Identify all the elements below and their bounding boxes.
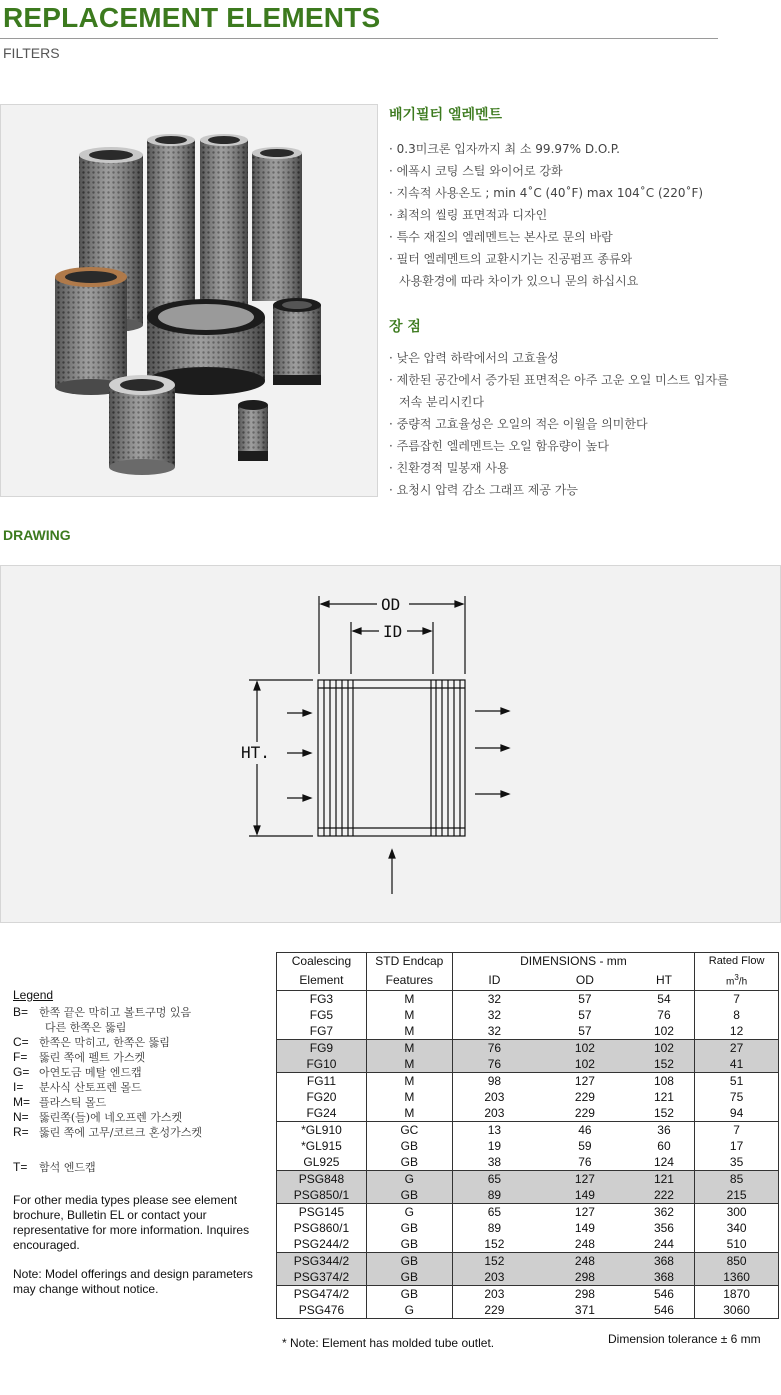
table-cell: 229 — [574, 1105, 595, 1120]
table-row — [277, 1302, 779, 1319]
table-cell: M — [366, 1007, 452, 1023]
col-header-id: ID — [452, 970, 536, 991]
table-cell: 362 — [634, 1203, 695, 1220]
table-cell: FG7 — [277, 1023, 367, 1040]
table-cell: PSG848 — [277, 1170, 367, 1187]
table-cell: FG20 — [277, 1089, 367, 1105]
table-row — [277, 1203, 779, 1220]
table-cell: 32 — [452, 1007, 536, 1023]
advantage-item: · 낮은 압력 하락에서의 고효율성 — [389, 351, 559, 365]
exhaust-filter-features — [389, 138, 703, 292]
ht-label: HT. — [241, 743, 270, 762]
table-cell: 127 — [536, 1072, 634, 1089]
table-cell: 215 — [695, 1187, 779, 1204]
legend-entry: G= 아연도금 메탈 엔드캡 — [13, 1065, 142, 1079]
table-cell: 59 — [578, 1138, 592, 1153]
table-cell: 127 — [536, 1170, 634, 1187]
feature-item-continued: 사용환경에 따라 차이가 있으니 문의 하십시요 — [399, 274, 639, 288]
table-cell: 248 — [536, 1252, 634, 1269]
table-cell: M — [366, 1072, 452, 1089]
table-cell: GC — [366, 1121, 452, 1138]
table-cell: 17 — [695, 1138, 779, 1154]
table-cell: 298 — [536, 1269, 634, 1286]
table-cell: PSG850/1 — [277, 1187, 367, 1204]
table-cell: 41 — [695, 1056, 779, 1073]
table-cell: FG5 — [277, 1007, 367, 1023]
table-cell: 102 — [634, 1023, 695, 1040]
advantage-item: · 요청시 압력 감소 그래프 제공 가능 — [389, 483, 578, 497]
table-row — [277, 1105, 779, 1122]
col-header-element: Coalescing — [277, 953, 367, 970]
col-header-flow-unit: $m^3/h$ — [695, 970, 779, 991]
table-cell: 65 — [452, 1170, 536, 1187]
feature-item: · 필터 엘레멘트의 교환시기는 진공펌프 종류와 — [389, 252, 633, 266]
table-cell: 7 — [695, 1121, 779, 1138]
legend — [13, 988, 273, 1297]
table-cell: 32 — [452, 1023, 536, 1040]
table-row — [277, 1252, 779, 1269]
table-cell: 102 — [536, 1056, 634, 1073]
table-cell: 57 — [536, 990, 634, 1007]
spec-table-body — [277, 990, 779, 1318]
table-row — [277, 1138, 779, 1154]
table-cell: 8 — [695, 1007, 779, 1023]
table-cell: G — [366, 1170, 452, 1187]
advantage-item-continued: 저속 분리시킨다 — [399, 395, 484, 409]
table-cell: 35 — [695, 1154, 779, 1171]
table-cell: 229 — [452, 1302, 536, 1319]
table-row — [277, 1236, 779, 1253]
table-cell: 850 — [695, 1252, 779, 1269]
legend-change-note: Note: Model offerings and design parameters may change without notice. — [13, 1267, 253, 1296]
legend-title: Legend — [13, 988, 54, 1002]
col-header-features-sub: Features — [366, 970, 452, 991]
table-cell: GB — [366, 1154, 452, 1171]
table-cell: 149 — [574, 1220, 595, 1235]
advantage-item: · 친환경적 밀봉재 사용 — [389, 461, 509, 475]
legend-entry: F= 뚫린 쪽에 펠트 가스켓 — [13, 1050, 146, 1064]
table-cell: GL925 — [277, 1154, 367, 1171]
col-header-element-sub: Element — [277, 970, 367, 991]
exhaust-filter-heading: 배기필터 엘레멘트 — [389, 107, 503, 123]
table-cell: 248 — [574, 1236, 595, 1251]
table-cell: 76 — [634, 1007, 695, 1023]
table-cell: 222 — [634, 1187, 695, 1204]
filter-elements-photo — [0, 104, 378, 497]
table-cell: PSG860/1 — [277, 1220, 367, 1236]
table-cell: 152 — [452, 1252, 536, 1269]
table-cell: 510 — [695, 1236, 779, 1253]
element-spec-table — [276, 952, 779, 1319]
table-cell: PSG476 — [277, 1302, 367, 1319]
table-row — [277, 1285, 779, 1302]
table-row — [277, 1007, 779, 1023]
drawing-heading: DRAWING — [3, 527, 71, 543]
table-cell: GB — [366, 1285, 452, 1302]
table-row — [277, 1121, 779, 1138]
table-cell: PSG344/2 — [277, 1252, 367, 1269]
table-cell: PSG474/2 — [277, 1285, 367, 1302]
table-cell: 7 — [695, 990, 779, 1007]
table-cell: FG11 — [277, 1072, 367, 1089]
table-cell: M — [366, 1039, 452, 1056]
legend-entry: I= 분사식 산토프렌 몰드 — [13, 1080, 142, 1094]
table-cell: 203 — [452, 1105, 536, 1122]
col-header-dimensions: DIMENSIONS - mm — [452, 953, 694, 970]
table-cell: 27 — [695, 1039, 779, 1056]
table-cell: 152 — [452, 1236, 536, 1253]
table-row — [277, 1039, 779, 1056]
od-label: OD — [381, 595, 401, 614]
table-cell: *GL910 — [277, 1121, 367, 1138]
advantages-list — [389, 347, 729, 501]
footnote: * Note: Element has molded tube outlet. — [282, 1336, 495, 1350]
id-label: ID — [383, 622, 403, 641]
table-cell: GB — [366, 1220, 452, 1236]
table-cell: 203 — [452, 1285, 536, 1302]
legend-media-note: For other media types please see element brochure, Bulletin EL or contact your representative for more information. Inquires encouraged. — [13, 1193, 250, 1252]
table-cell: 108 — [634, 1072, 695, 1089]
table-cell: GB — [366, 1252, 452, 1269]
table-cell: 85 — [695, 1170, 779, 1187]
table-cell: 13 — [452, 1121, 536, 1138]
table-cell: PSG244/2 — [277, 1236, 367, 1253]
table-cell: FG24 — [277, 1105, 367, 1122]
advantages-heading: 장 점 — [389, 319, 421, 335]
table-cell: GB — [366, 1187, 452, 1204]
table-row — [277, 1023, 779, 1040]
table-cell: FG3 — [277, 990, 367, 1007]
table-cell: 1360 — [695, 1269, 779, 1286]
table-row — [277, 1089, 779, 1105]
col-header-rated-flow: Rated Flow — [695, 953, 779, 970]
advantage-item: · 제한된 공간에서 증가된 표면적은 아주 고운 오일 미스트 입자를 — [389, 373, 729, 387]
advantage-item: · 주름잡힌 엘레멘트는 오일 함유량이 높다 — [389, 439, 609, 453]
table-cell: 76 — [452, 1039, 536, 1056]
table-cell: M — [366, 1023, 452, 1040]
feature-item: · 최적의 씰링 표면적과 디자인 — [389, 208, 548, 222]
dimension-tolerance: Dimension tolerance ± 6 mm — [608, 1332, 761, 1346]
feature-item: · 지속적 사용온도 ; min 4˚C (40˚F) max 104˚C (220˚F) — [389, 186, 704, 200]
table-cell: PSG145 — [277, 1203, 367, 1220]
table-cell: 65 — [452, 1203, 536, 1220]
table-cell: FG9 — [277, 1039, 367, 1056]
table-cell: 546 — [634, 1302, 695, 1319]
table-cell: 32 — [452, 990, 536, 1007]
table-cell: 368 — [634, 1269, 695, 1286]
table-cell: 89 — [452, 1187, 536, 1204]
page-subtitle: FILTERS — [3, 45, 60, 61]
table-cell: 89 — [452, 1220, 536, 1236]
table-cell: 76 — [578, 1154, 592, 1169]
title-divider — [0, 38, 718, 39]
table-row — [277, 1072, 779, 1089]
table-cell: M — [366, 1105, 452, 1122]
table-cell: 1870 — [695, 1285, 779, 1302]
table-cell: 60 — [634, 1138, 695, 1154]
table-cell: 98 — [452, 1072, 536, 1089]
legend-entry: T= 함석 엔드캡 — [13, 1160, 96, 1174]
table-cell: 75 — [695, 1089, 779, 1105]
table-cell: 94 — [695, 1105, 779, 1122]
feature-item: · 0.3미크론 입자까지 최 소 99.97% D.O.P. — [389, 142, 620, 156]
table-cell: 149 — [536, 1187, 634, 1204]
table-row — [277, 1269, 779, 1286]
table-cell: 371 — [536, 1302, 634, 1319]
dimension-drawing — [0, 565, 781, 923]
table-row — [277, 1056, 779, 1073]
table-cell: 36 — [634, 1121, 695, 1138]
table-row — [277, 1187, 779, 1204]
table-cell: GB — [366, 1269, 452, 1286]
table-cell: 102 — [536, 1039, 634, 1056]
table-cell: 102 — [634, 1039, 695, 1056]
col-header-od: OD — [536, 970, 634, 991]
table-cell: M — [366, 1089, 452, 1105]
table-row — [277, 1154, 779, 1171]
legend-entry: 다른 한쪽은 뚫림 — [45, 1021, 127, 1034]
legend-entry: R= 뚫린 쪽에 고무/코르크 혼성가스켓 — [13, 1125, 202, 1139]
table-cell: 54 — [634, 990, 695, 1007]
table-cell: G — [366, 1302, 452, 1319]
table-cell: 152 — [634, 1105, 695, 1122]
table-cell: 127 — [536, 1203, 634, 1220]
advantage-item: · 중량적 고효율성은 오일의 적은 이월을 의미한다 — [389, 417, 648, 431]
table-cell: 368 — [634, 1252, 695, 1269]
legend-entry: B= 한쪽 끝은 막히고 볼트구멍 있음 — [13, 1005, 192, 1019]
table-cell: 12 — [695, 1023, 779, 1040]
table-cell: 546 — [634, 1285, 695, 1302]
table-cell: 229 — [574, 1089, 595, 1104]
legend-entry: C= 한쪽은 막히고, 한쪽은 뚫림 — [13, 1035, 170, 1049]
table-cell: 124 — [634, 1154, 695, 1171]
table-cell: 152 — [634, 1056, 695, 1073]
table-cell: FG10 — [277, 1056, 367, 1073]
table-cell: 244 — [634, 1236, 695, 1253]
table-cell: GB — [366, 1138, 452, 1154]
legend-entry: M= 플라스틱 몰드 — [13, 1095, 107, 1109]
legend-entry: N= 뚫린쪽(들)에 네오프렌 가스켓 — [13, 1110, 183, 1124]
table-cell: PSG374/2 — [277, 1269, 367, 1286]
col-header-endcap: STD Endcap — [366, 953, 452, 970]
feature-item: · 특수 재질의 엘레멘트는 본사로 문의 바람 — [389, 230, 613, 244]
table-cell: 203 — [452, 1269, 536, 1286]
table-cell: 19 — [452, 1138, 536, 1154]
table-row — [277, 990, 779, 1007]
table-cell: 356 — [634, 1220, 695, 1236]
table-cell: GB — [366, 1236, 452, 1253]
table-cell: 38 — [452, 1154, 536, 1171]
table-cell: 57 — [578, 1023, 592, 1038]
table-cell: 51 — [695, 1072, 779, 1089]
col-header-ht: HT — [634, 970, 695, 991]
table-cell: 3060 — [695, 1302, 779, 1319]
table-cell: 76 — [452, 1056, 536, 1073]
table-cell: 121 — [634, 1170, 695, 1187]
table-cell: 57 — [578, 1007, 592, 1022]
table-cell: 298 — [536, 1285, 634, 1302]
table-row — [277, 1220, 779, 1236]
table-cell: M — [366, 1056, 452, 1073]
table-cell: *GL915 — [277, 1138, 367, 1154]
table-cell: 340 — [695, 1220, 779, 1236]
table-cell: G — [366, 1203, 452, 1220]
table-cell: M — [366, 990, 452, 1007]
feature-item: · 에폭시 코팅 스틸 와이어로 강화 — [389, 164, 563, 178]
table-row — [277, 1170, 779, 1187]
table-cell: 300 — [695, 1203, 779, 1220]
table-cell: 203 — [452, 1089, 536, 1105]
page-title: REPLACEMENT ELEMENTS — [3, 2, 381, 33]
table-cell: 121 — [634, 1089, 695, 1105]
table-cell: 46 — [536, 1121, 634, 1138]
